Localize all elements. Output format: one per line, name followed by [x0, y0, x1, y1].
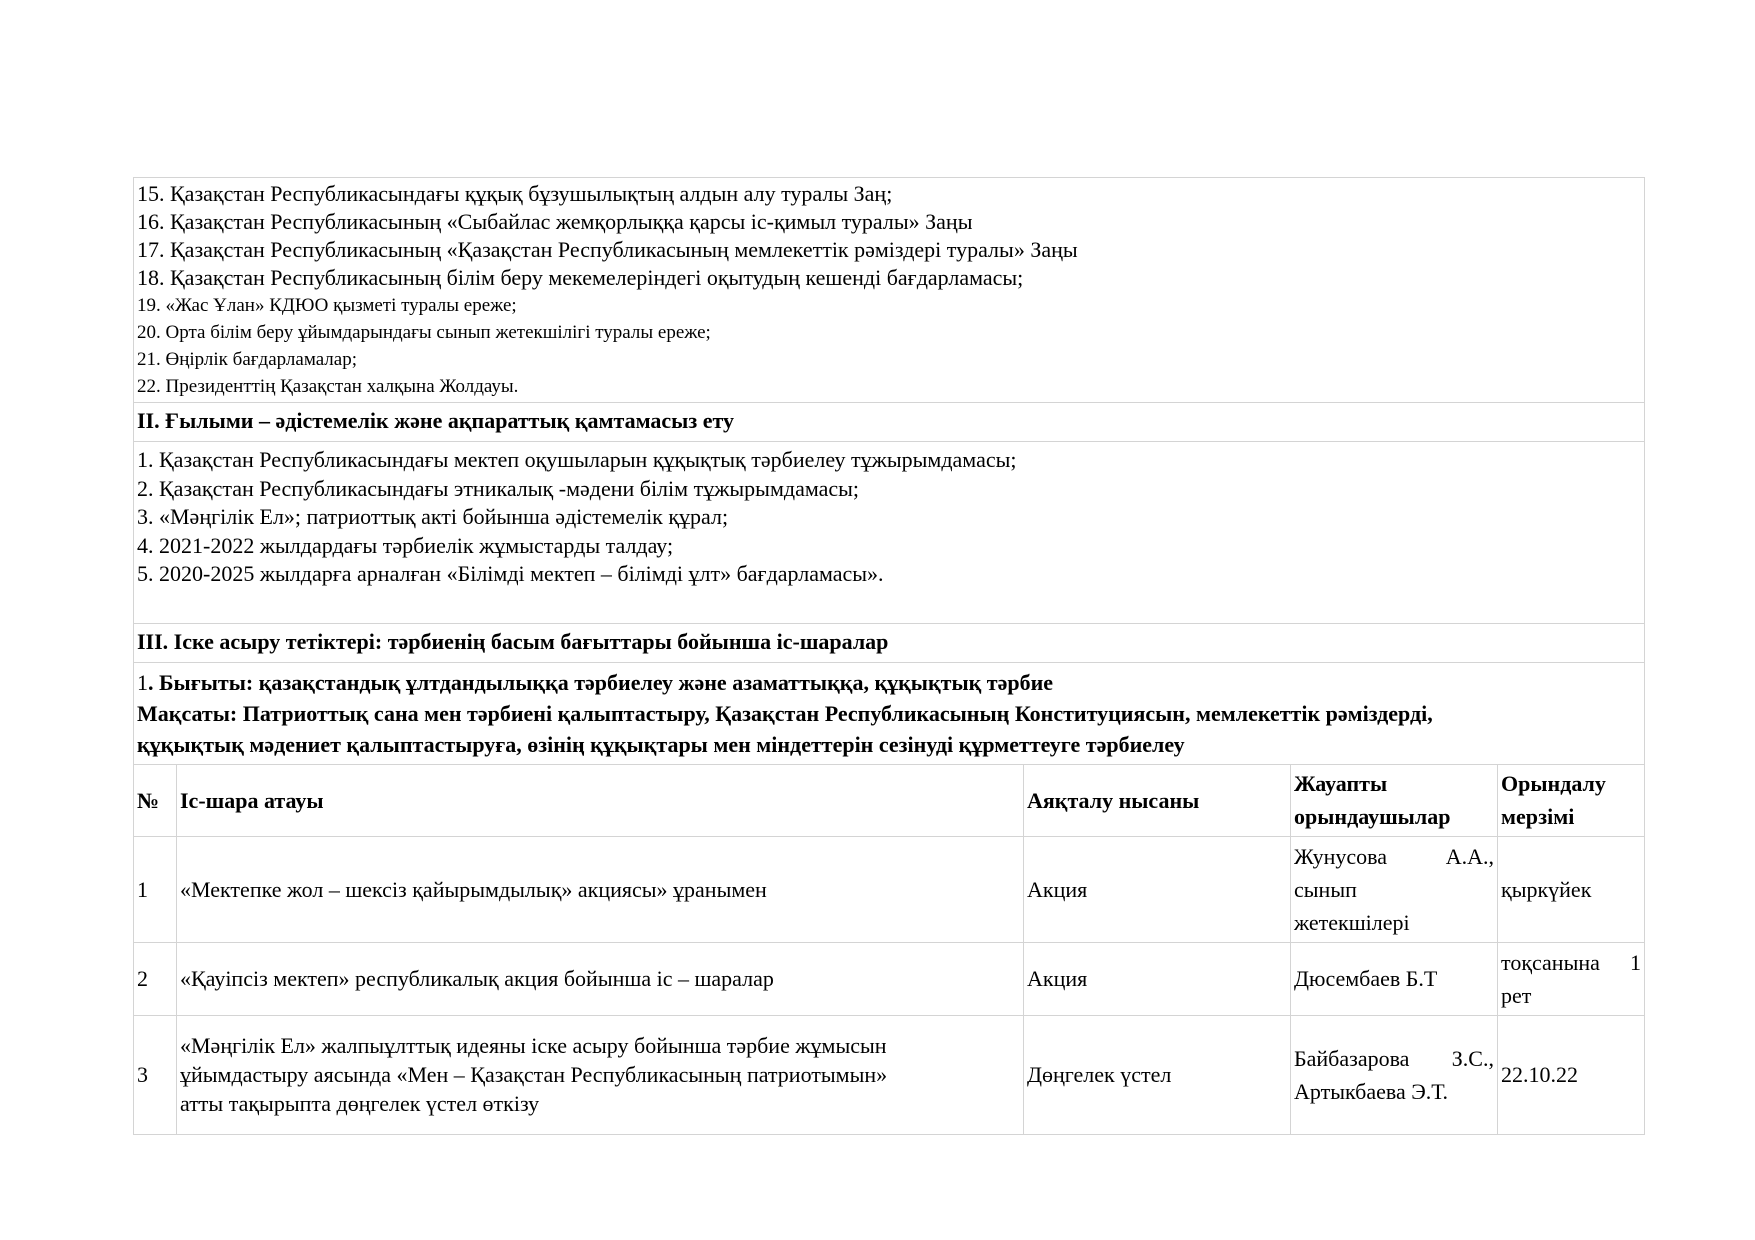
section-3-heading: ІІІ. Іске асыру тетіктері: тәрбиенің басым бағыттары бойынша іс-шаралар — [134, 623, 1644, 662]
section-2-heading: ІІ. Ғылыми – әдістемелік және ақпараттық қамтамасыз ету — [134, 402, 1644, 441]
term-line: қыркүйек — [1501, 876, 1592, 902]
row-name: «Қауіпсіз мектеп» республикалық акция бойынша іс – шаралар — [177, 942, 1024, 1015]
name-line: атты тақырыпта дөңгелек үстел өткізу — [180, 1091, 540, 1116]
responsible-line: Жунусова А.А., — [1294, 843, 1494, 869]
source-item: 5. 2020-2025 жылдарға арналған «Білімді мектеп – білімді ұлт» бағдарламасы». — [137, 561, 884, 586]
direction-number: 1 — [137, 669, 148, 695]
row-term — [1498, 836, 1645, 942]
goal-line: құқықтық мәдениет қалыптастыруға, өзінің құқықтары мен міндеттерін сезінуді құрметтеуге тәрбиелеу — [137, 731, 1185, 757]
row-term — [1498, 1015, 1645, 1134]
row-term — [1498, 942, 1645, 1015]
law-item: 19. «Жас Ұлан» КДЮО қызметі туралы ереже; — [137, 295, 517, 316]
goal-line: Мақсаты: Патриоттық сана мен тәрбиені қалыптастыру, Қазақстан Республикасының Конституциясын, мемлекеттік рәміздерді, — [137, 700, 1433, 726]
header-form: Аяқталу нысаны — [1024, 764, 1291, 836]
table-row — [134, 942, 1644, 1015]
term-line: рет — [1501, 982, 1532, 1008]
source-item: 3. «Мәңгілік Ел»; патриоттық акті бойынша әдістемелік құрал; — [137, 504, 729, 529]
law-item: 22. Президенттің Қазақстан халқына Жолдауы. — [137, 376, 519, 397]
row-responsible — [1291, 1015, 1498, 1134]
responsible-line: Дюсембаев Б.Т — [1294, 966, 1438, 991]
direction-title — [137, 667, 1644, 698]
name-line: «Мәңгілік Ел» жалпыұлттық идеяны іске асыру бойынша тәрбие жұмысын — [180, 1033, 887, 1058]
header-responsible-line: Жауапты — [1294, 771, 1388, 796]
table-row — [134, 1015, 1644, 1134]
row-responsible — [1291, 836, 1498, 942]
term-line: 22.10.22 — [1501, 1062, 1578, 1087]
responsible-line: Артыкбаева Э.Т. — [1294, 1078, 1448, 1104]
row-num: 3 — [134, 1015, 177, 1134]
name-line: ұйымдастыру аясында «Мен – Қазақстан Республикасының патриотымын» — [180, 1062, 888, 1087]
source-item: 1. Қазақстан Республикасындағы мектеп оқушыларын құқықтық тәрбиелеу тұжырымдамасы; — [137, 447, 1017, 472]
law-item: 18. Қазақстан Республикасының білім беру мекемелеріндегі оқытудың кешенді бағдарламасы; — [137, 265, 1024, 290]
header-responsible — [1291, 764, 1498, 836]
term-line: тоқсанына 1 — [1501, 949, 1641, 975]
laws-list — [134, 178, 1644, 402]
header-term — [1498, 764, 1645, 836]
row-form: Акция — [1024, 942, 1291, 1015]
header-term-line: Орындалу — [1501, 771, 1606, 796]
direction-block — [134, 662, 1644, 764]
document-table — [133, 177, 1645, 1135]
table-header-row — [134, 764, 1644, 836]
responsible-line: Байбазарова З.С., — [1294, 1045, 1494, 1071]
header-name: Іс-шара атауы — [177, 764, 1024, 836]
responsible-line: жетекшілері — [1294, 909, 1410, 935]
events-table — [134, 764, 1644, 1134]
table-row — [134, 836, 1644, 942]
row-form: Дөңгелек үстел — [1024, 1015, 1291, 1134]
law-item: 20. Орта білім беру ұйымдарындағы сынып жетекшілігі туралы ереже; — [137, 322, 711, 343]
header-num: № — [137, 787, 160, 813]
law-item: 15. Қазақстан Республикасындағы құқық бұзушылықтың алдын алу туралы Заң; — [137, 181, 893, 206]
responsible-line: сынып — [1294, 876, 1357, 902]
direction-title-text: . Бығыты: қазақстандық ұлтдандылыққа тәрбиелеу және азаматтыққа, құқықтық тәрбие — [148, 669, 1054, 695]
row-form: Акция — [1024, 836, 1291, 942]
row-name — [177, 1015, 1024, 1134]
source-item: 2. Қазақстан Республикасындағы этникалық -мәдени білім тұжырымдамасы; — [137, 475, 860, 501]
source-item: 4. 2021-2022 жылдардағы тәрбиелік жұмыстарды талдау; — [137, 532, 674, 558]
row-responsible — [1291, 942, 1498, 1015]
header-responsible-line: орындаушылар — [1294, 804, 1451, 829]
row-num: 1 — [134, 836, 177, 942]
law-item: 17. Қазақстан Республикасының «Қазақстан Республикасының мемлекеттік рәміздері туралы» Заңы — [137, 237, 1078, 262]
law-item: 21. Өңірлік бағдарламалар; — [137, 349, 358, 370]
row-num: 2 — [134, 942, 177, 1015]
law-item: 16. Қазақстан Республикасының «Сыбайлас жемқорлыққа қарсы іс-қимыл туралы» Заңы — [137, 209, 973, 234]
section-2-items — [134, 441, 1644, 623]
header-term-line: мерзімі — [1501, 804, 1575, 829]
row-name: «Мектепке жол – шексіз қайырымдылық» акциясы» ұранымен — [177, 836, 1024, 942]
